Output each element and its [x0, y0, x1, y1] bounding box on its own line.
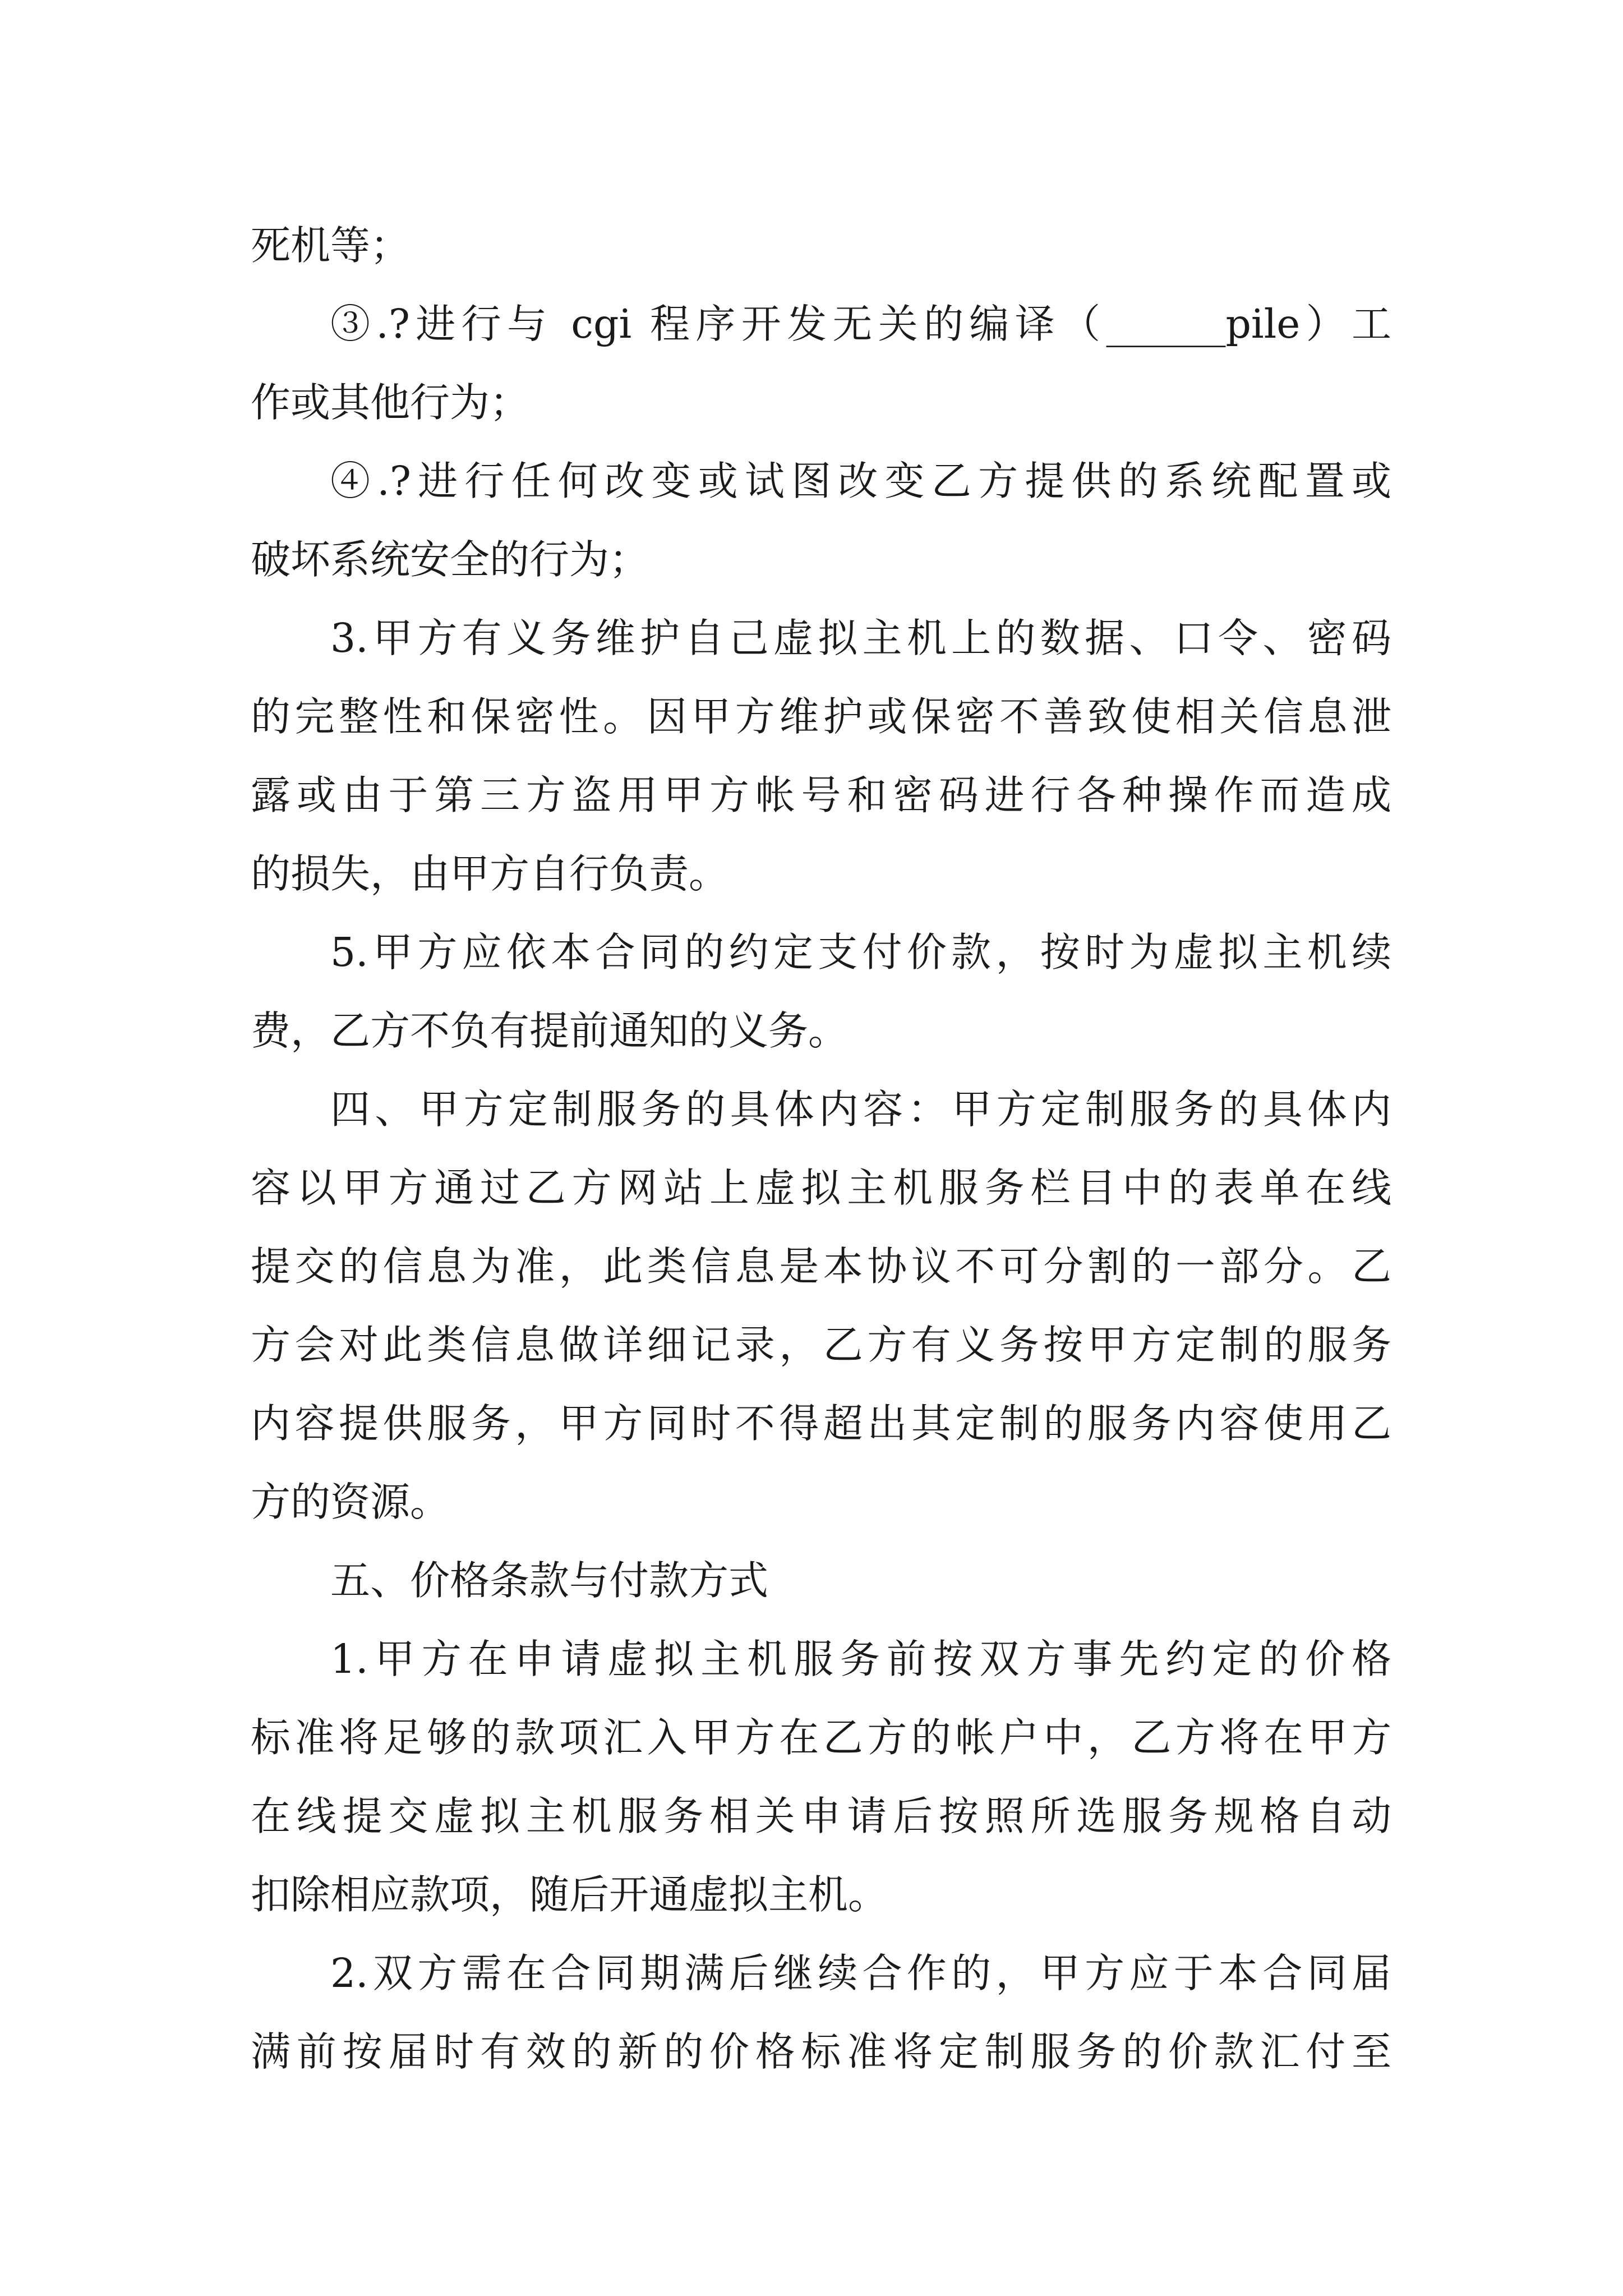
- text-line: 方会对此类信息做详细记录，乙方有义务按甲方定制的服务: [251, 1322, 1391, 1368]
- text-line: 的损失，由甲方自行负责。: [251, 850, 729, 897]
- text-line: 标准将足够的款项汇入甲方在乙方的帐户中，乙方将在甲方: [251, 1714, 1391, 1761]
- text-line: 破坏系统安全的行为；: [251, 536, 649, 583]
- text-line: 满前按届时有效的新的价格标准将定制服务的价款汇付至: [251, 2028, 1391, 2075]
- text-line: 四、甲方定制服务的具体内容：甲方定制服务的具体内: [330, 1086, 1391, 1133]
- text-line: 1.甲方在申请虚拟主机服务前按双方事先约定的价格: [330, 1636, 1391, 1682]
- text-line: 作或其他行为；: [251, 379, 530, 426]
- text-line: 2.双方需在合同期满后继续合作的，甲方应于本合同届: [330, 1950, 1391, 1996]
- text-line: 死机等；: [251, 222, 411, 269]
- text-line: 方的资源。: [251, 1479, 450, 1525]
- text-line: 5.甲方应依本合同的约定支付价款，按时为虚拟主机续: [330, 929, 1391, 976]
- text-line: 容以甲方通过乙方网站上虚拟主机服务栏目中的表单在线: [251, 1165, 1391, 1211]
- text-line: 露或由于第三方盗用甲方帐号和密码进行各种操作而造成: [251, 772, 1391, 818]
- text-line: 扣除相应款项，随后开通虚拟主机。: [251, 1871, 888, 1918]
- text-line: 在线提交虚拟主机服务相关申请后按照所选服务规格自动: [251, 1793, 1391, 1839]
- document-body: [251, 206, 1391, 2091]
- text-line: ④.?进行任何改变或试图改变乙方提供的系统配置或: [330, 458, 1391, 504]
- section-heading: 五、价格条款与付款方式: [330, 1557, 769, 1604]
- text-line: 3.甲方有义务维护自己虚拟主机上的数据、口令、密码: [330, 615, 1391, 661]
- text-line: 内容提供服务，甲方同时不得超出其定制的服务内容使用乙: [251, 1400, 1391, 1447]
- text-line: 的完整性和保密性。因甲方维护或保密不善致使相关信息泄: [251, 693, 1391, 740]
- text-line: 提交的信息为准，此类信息是本协议不可分割的一部分。乙: [251, 1243, 1391, 1290]
- text-line: ③.?进行与 cgi 程序开发无关的编译（______pile）工: [330, 301, 1391, 347]
- text-line: 费，乙方不负有提前通知的义务。: [251, 1007, 849, 1054]
